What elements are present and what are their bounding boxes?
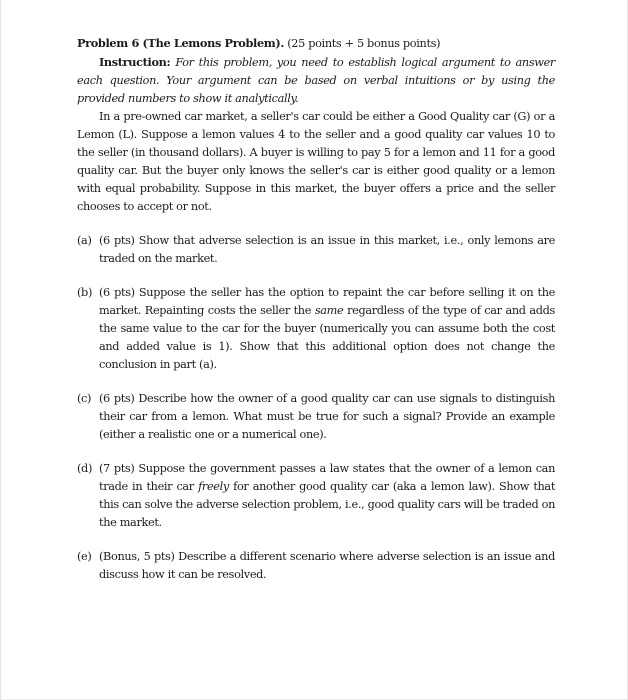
part-b-text-after: regardless of the type of car and adds the same value to the car for the buyer (numerically you can assume both the cost and added value is 1). Show that this additional option does not change the conclusion in part (a). [99, 304, 555, 371]
part-b-text [99, 284, 555, 374]
instruction-paragraph [77, 53, 555, 108]
part-b-text-before: (6 pts) Suppose the seller has the option to repaint the car before selling it on the market. Repainting costs the seller the [99, 286, 555, 317]
part-d-text [99, 460, 555, 532]
part-d-label: (d) [77, 462, 92, 475]
part-b [77, 284, 555, 374]
part-d [77, 460, 555, 532]
problem-title: Problem 6 (The Lemons Problem). [77, 36, 284, 50]
part-a-text: (6 pts) Show that adverse selection is an issue in this market, i.e., only lemons are traded on the market. [99, 234, 555, 265]
part-e-label: (e) [77, 550, 92, 563]
part-c-label: (c) [77, 392, 92, 405]
part-e [77, 548, 555, 584]
part-e-text: (Bonus, 5 pts) Describe a different scenario where adverse selection is an issue and discuss how it can be resolved. [99, 550, 555, 581]
problem-parts [77, 232, 555, 584]
problem-content [77, 34, 555, 600]
instruction-label: Instruction: [99, 55, 171, 69]
part-c [77, 390, 555, 444]
problem-points: (25 points + 5 bonus points) [287, 37, 441, 50]
part-c-text: (6 pts) Describe how the owner of a good quality car can use signals to distinguish their car from a lemon. What must be true for such a signal? Provide an example (either a realistic one or a numerical one). [99, 392, 555, 441]
part-b-label: (b) [77, 286, 92, 299]
part-b-emphasis: same [314, 304, 344, 317]
part-d-text-before: (7 pts) Suppose the government passes a law states that the owner of a lemon can trade in their car [99, 462, 555, 493]
part-d-emphasis: freely [198, 480, 229, 493]
problem-title-line [77, 34, 555, 53]
instruction-text: For this problem, you need to establish logical argument to answer each question. Your argument can be based on verbal intuitions or by using the provided numbers to show it analytically. [77, 56, 555, 105]
problem-setup: In a pre-owned car market, a seller's car could be either a Good Quality car (G) or a Lemon (L). Suppose a lemon values 4 to the seller and a good quality car values 10 to the seller (in thousand dollars). A buyer is willing to pay 5 for a lemon and 11 for a good quality car. But the buyer only knows the seller's car is either good quality or a lemon with equal probability. Suppose in this market, the buyer offers a price and the seller chooses to accept or not. [77, 110, 555, 213]
part-a-label: (a) [77, 234, 92, 247]
part-d-text-after: for another good quality car (aka a lemon law). Show that this can solve the adverse selection problem, i.e., good quality cars will be traded on the market. [99, 480, 556, 529]
part-a [77, 232, 555, 268]
